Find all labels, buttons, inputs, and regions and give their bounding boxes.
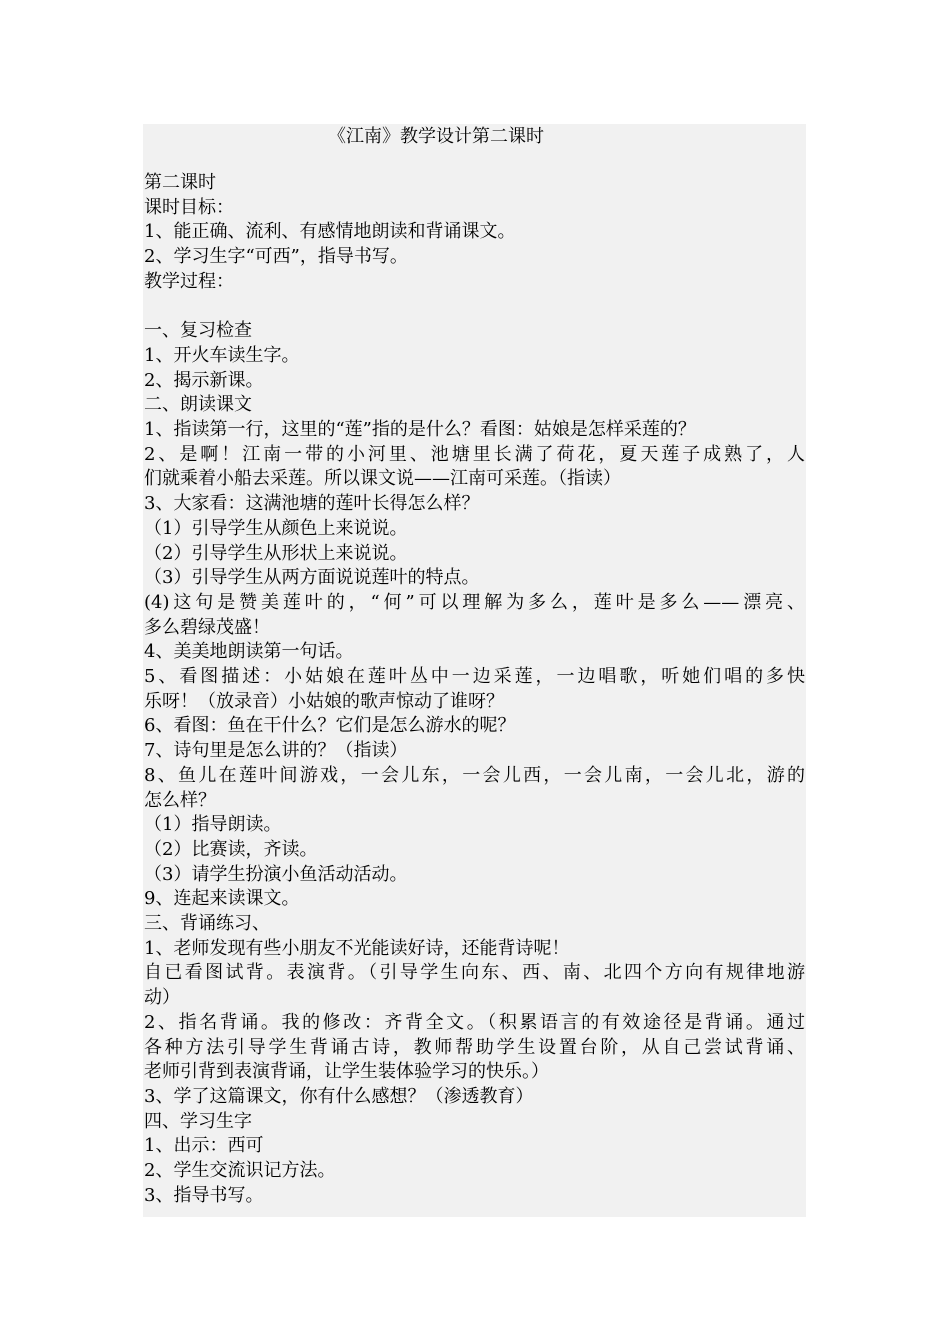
text-line: （3）引导学生从两方面说说莲叶的特点。 bbox=[144, 567, 480, 589]
text-line: 1、开火车读生字。 bbox=[144, 344, 300, 366]
text-line: 四、学习生字 bbox=[144, 1110, 252, 1132]
text-line: 1、出示：西可 bbox=[144, 1135, 264, 1157]
text-line: （2）比赛读，齐读。 bbox=[144, 838, 318, 860]
text-line: 教学过程： bbox=[144, 270, 234, 292]
text-line: 2、学生交流识记方法。 bbox=[144, 1160, 336, 1182]
document-title: 《江南》教学设计第二课时 bbox=[328, 126, 544, 147]
text-line: 1、能正确、流利、有感情地朗读和背诵课文。 bbox=[144, 221, 516, 243]
text-line: 9、连起来读课文。 bbox=[144, 888, 300, 910]
text-line: 三、背诵练习、 bbox=[144, 913, 270, 935]
text-line: 一、复习检查 bbox=[144, 320, 252, 342]
text-line: (4)这句是赞美莲叶的，“何”可以理解为多么，莲叶是多么——漂亮、 bbox=[144, 591, 805, 613]
text-line: 7、诗句里是怎么讲的？（指读） bbox=[144, 740, 408, 762]
text-line: （1）引导学生从颜色上来说说。 bbox=[144, 517, 408, 539]
text-line: 1、老师发现有些小朋友不光能读好诗，还能背诗呢！ bbox=[144, 937, 570, 959]
text-line: 2、揭示新课。 bbox=[144, 369, 264, 391]
text-line: 6、看图：鱼在干什么？它们是怎么游水的呢？ bbox=[144, 715, 516, 737]
text-line: 怎么样？ bbox=[144, 789, 216, 811]
text-line: 3、学了这篇课文，你有什么感想？（渗透教育） bbox=[144, 1086, 534, 1107]
document-content bbox=[143, 124, 806, 1217]
text-line: 4、美美地朗读第一句话。 bbox=[144, 641, 354, 663]
text-line: 课时目标： bbox=[144, 196, 234, 218]
document-body bbox=[144, 171, 805, 1209]
text-line: 3、指导书写。 bbox=[144, 1184, 264, 1206]
text-line: 3、大家看：这满池塘的莲叶长得怎么样？ bbox=[144, 493, 480, 515]
text-line: 自已看图试背。表演背。（引导学生向东、西、南、北四个方向有规律地游 bbox=[144, 962, 805, 984]
text-line: 各种方法引导学生背诵古诗，教师帮助学生设置台阶，从自己尝试背诵、 bbox=[144, 1036, 805, 1058]
text-line: （2）引导学生从形状上来说说。 bbox=[144, 542, 408, 564]
text-line: 1、指读第一行，这里的“莲”指的是什么？看图：姑娘是怎样采莲的？ bbox=[144, 419, 696, 441]
text-line: 5、看图描述：小姑娘在莲叶丛中一边采莲，一边唱歌，听她们唱的多快 bbox=[144, 666, 805, 688]
text-line: 动） bbox=[144, 987, 180, 1009]
text-line: 多么碧绿茂盛！ bbox=[144, 616, 270, 638]
text-line: 老师引背到表演背诵，让学生装体验学习的快乐。） bbox=[144, 1061, 549, 1083]
text-line: 8、鱼儿在莲叶间游戏，一会儿东，一会儿西，一会儿南，一会儿北，游的 bbox=[144, 764, 805, 786]
text-line: 2、学习生字“可西”，指导书写。 bbox=[144, 246, 408, 268]
text-line: （1）指导朗读。 bbox=[144, 814, 282, 836]
text-line: 2、指名背诵。我的修改：齐背全文。（积累语言的有效途径是背诵。通过 bbox=[144, 1011, 805, 1033]
text-line: 二、朗读课文 bbox=[144, 394, 252, 416]
text-line: 第二课时 bbox=[144, 172, 216, 193]
blank-line bbox=[144, 295, 805, 320]
text-line: 乐呀！（放录音）小姑娘的歌声惊动了谁呀？ bbox=[144, 690, 504, 712]
text-line: （3）请学生扮演小鱼活动活动。 bbox=[144, 863, 408, 885]
text-line: 们就乘着小船去采莲。所以课文说——江南可采莲。（指读） bbox=[144, 468, 621, 490]
title-spacer bbox=[144, 150, 805, 171]
text-line: 2、是啊！江南一带的小河里、池塘里长满了荷花，夏天莲子成熟了，人 bbox=[144, 443, 805, 465]
